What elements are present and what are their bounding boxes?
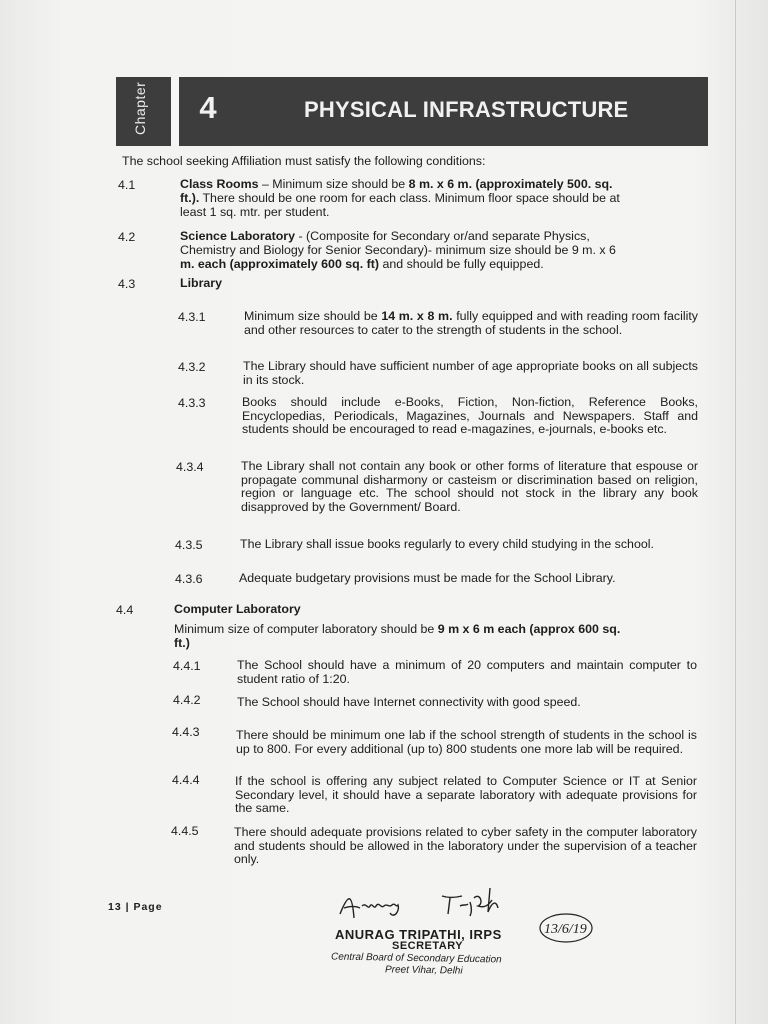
section-heading: Science Laboratory (180, 229, 296, 243)
text-span: and should be fully equipped. (379, 257, 544, 271)
signatory-place: Preet Vihar, Delhi (384, 964, 463, 977)
signatory-name: ANURAG TRIPATHI, IRPS (335, 927, 502, 942)
subsection-number: 4.3.4 (176, 460, 204, 474)
text-span: - (Composite for Secondary or/and separate Physics, (295, 229, 590, 243)
subsection-text: Books should include e-Books, Fiction, Non-fiction, Reference Books, Encyclopedias, Periodicals, Magazines, Journals and Newspapers. Staff and students should be encouraged to read e-magazines, e-journals, e-books etc. (242, 395, 698, 437)
section-number: 4.4 (116, 603, 134, 617)
intro-text: The school seeking Affiliation must satisfy the following conditions: (122, 154, 486, 168)
subsection-number: 4.4.5 (171, 824, 199, 838)
text-span: Minimum size should be (244, 309, 382, 323)
subsection-number: 4.3.6 (175, 572, 203, 586)
section-4-2-line3 (180, 258, 544, 272)
chapter-title: PHYSICAL INFRASTRUCTURE (304, 97, 629, 122)
section-4-1-line1 (180, 178, 613, 192)
subsection-number: 4.4.4 (172, 773, 200, 787)
section-4-4-intro-cont: ft.) (174, 636, 190, 650)
subsection-text: The Library should have sufficient number of age appropriate books on all subjects in its stock. (243, 359, 698, 387)
subsection-text: The School should have Internet connectivity with good speed. (237, 695, 581, 709)
subsection-number: 4.3.2 (178, 360, 206, 374)
subsection-text (244, 310, 698, 337)
subsection-text: There should adequate provisions related to cyber safety in the computer laboratory and students should be allowed in the laboratory under the supervision of a teacher only. (234, 825, 697, 867)
subsection-text: The Library shall not contain any book or other forms of literature that espouse or propagate communal disharmony or casteism or discrimination based on religion, region or language etc. The school should not stock in the library any book disapproved by the Government/ Board. (241, 459, 698, 514)
bold-span: 14 m. x 8 m. (381, 309, 453, 323)
text-span: There should be one room for each class. Minimum floor space should be at (199, 191, 620, 205)
bold-span: 8 m. x 6 m. (approximately 500. sq. (408, 177, 613, 191)
subsection-number: 4.3.5 (175, 538, 203, 552)
bold-span: 9 m x 6 m each (approx 600 sq. (437, 622, 621, 636)
section-4-1-line2 (180, 192, 620, 206)
section-number: 4.2 (118, 230, 136, 244)
subsection-number: 4.4.3 (172, 725, 200, 739)
subsection-number: 4.4.2 (173, 693, 201, 707)
subsection-text: If the school is offering any subject related to Computer Science or IT at Senior Secondary level, it should have a separate laboratory with adequate provisions for the same. (235, 774, 697, 816)
signatory-designation: SECRETARY (392, 940, 464, 952)
section-heading: Computer Laboratory (174, 602, 301, 616)
bold-span: m. each (approximately 600 sq. ft) (180, 257, 380, 271)
subsection-text: There should be minimum one lab if the school strength of students in the school is up to 800. For every additional (up to) 800 students one more lab will be required. (236, 728, 697, 756)
signatory-organization: Central Board of Secondary Education (330, 951, 502, 966)
text-span: Minimum size of computer laboratory should be (174, 622, 438, 636)
section-number: 4.1 (118, 178, 136, 192)
chapter-number: 4 (199, 90, 217, 125)
text-span: fully equipped and with reading room facility and other resources to cater to the strength of students in the school. (244, 309, 698, 337)
subsection-text: Adequate budgetary provisions must be made for the School Library. (239, 571, 616, 585)
section-number: 4.3 (118, 277, 136, 291)
page-edge-line (735, 0, 736, 1024)
section-heading: Class Rooms (180, 177, 259, 191)
chapter-label: Chapter (132, 81, 148, 135)
subsection-number: 4.3.1 (178, 310, 206, 324)
subsection-text: The School should have a minimum of 20 computers and maintain computer to student ratio of 1:20. (237, 658, 697, 686)
section-4-2-line1 (180, 230, 590, 244)
subsection-number: 4.4.1 (173, 659, 201, 673)
page-number: 13 | Page (108, 901, 163, 913)
text-span: – Minimum size should be (258, 177, 409, 191)
section-4-2-line2: Chemistry and Biology for Senior Secondary)- minimum size should be 9 m. x 6 (180, 243, 616, 257)
section-heading: Library (180, 276, 223, 290)
svg-text:13/6/19: 13/6/19 (544, 922, 587, 937)
section-4-4-intro (174, 623, 620, 637)
bold-span: ft.). (180, 191, 200, 205)
subsection-text: The Library shall issue books regularly to every child studying in the school. (240, 537, 654, 551)
banner-divider (171, 77, 179, 146)
section-4-1-line3: least 1 sq. mtr. per student. (180, 205, 330, 219)
subsection-number: 4.3.3 (178, 396, 206, 410)
